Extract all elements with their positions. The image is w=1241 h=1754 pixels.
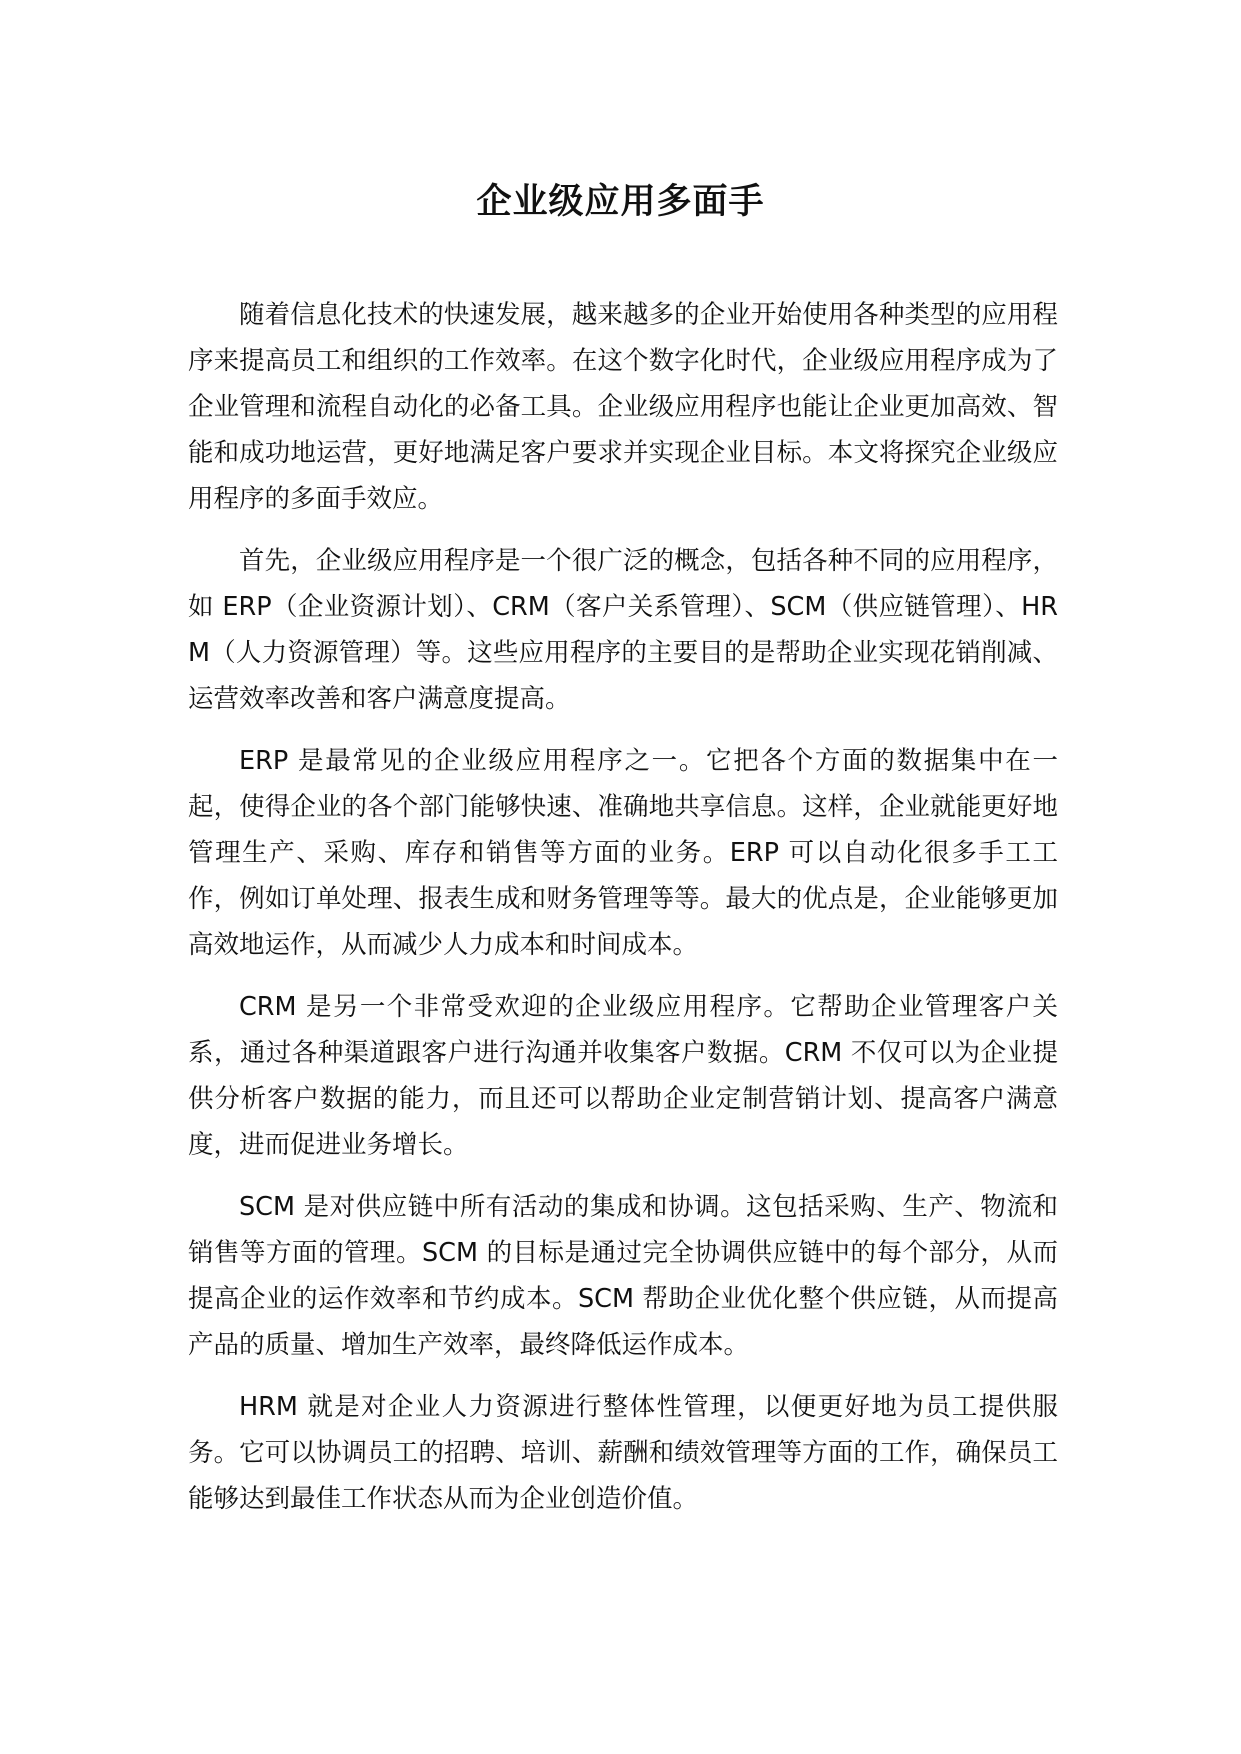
document-body bbox=[188, 292, 1058, 1538]
document-title: 企业级应用多面手 bbox=[476, 182, 765, 222]
paragraph-hrm: HRM 就是对企业人力资源进行整体性管理，以便更好地为员工提供服务。它可以协调员工的招聘、培训、薪酬和绩效管理等方面的工作，确保员工能够达到最佳工作状态从而为企业创造价值。 bbox=[188, 1392, 1058, 1514]
paragraph-crm: CRM 是另一个非常受欢迎的企业级应用程序。它帮助企业管理客户关系，通过各种渠道跟客户进行沟通并收集客户数据。CRM 不仅可以为企业提供分析客户数据的能力，而且还可以帮助企业定制营销计划、提高客户满意度，进而促进业务增长。 bbox=[188, 992, 1058, 1160]
paragraph-scm: SCM 是对供应链中所有活动的集成和协调。这包括采购、生产、物流和销售等方面的管理。SCM 的目标是通过完全协调供应链中的每个部分，从而提高企业的运作效率和节约成本。SCM 帮助企业优化整个供应链，从而提高产品的质量、增加生产效率，最终降低运作成本。 bbox=[188, 1192, 1058, 1360]
paragraph-overview: 首先，企业级应用程序是一个很广泛的概念，包括各种不同的应用程序，如 ERP（企业资源计划）、CRM（客户关系管理）、SCM（供应链管理）、HRM（人力资源管理）等。这些应用程序的主要目的是帮助企业实现花销削减、运营效率改善和客户满意度提高。 bbox=[188, 546, 1058, 714]
paragraph-intro: 随着信息化技术的快速发展，越来越多的企业开始使用各种类型的应用程序来提高员工和组织的工作效率。在这个数字化时代，企业级应用程序成为了企业管理和流程自动化的必备工具。企业级应用程序也能让企业更加高效、智能和成功地运营，更好地满足客户要求并实现企业目标。本文将探究企业级应用程序的多面手效应。 bbox=[188, 300, 1058, 514]
paragraph-erp: ERP 是最常见的企业级应用程序之一。它把各个方面的数据集中在一起，使得企业的各个部门能够快速、准确地共享信息。这样，企业就能更好地管理生产、采购、库存和销售等方面的业务。ERP 可以自动化很多手工工作，例如订单处理、报表生成和财务管理等等。最大的优点是，企业能够更加高效地运作，从而减少人力成本和时间成本。 bbox=[188, 746, 1058, 960]
